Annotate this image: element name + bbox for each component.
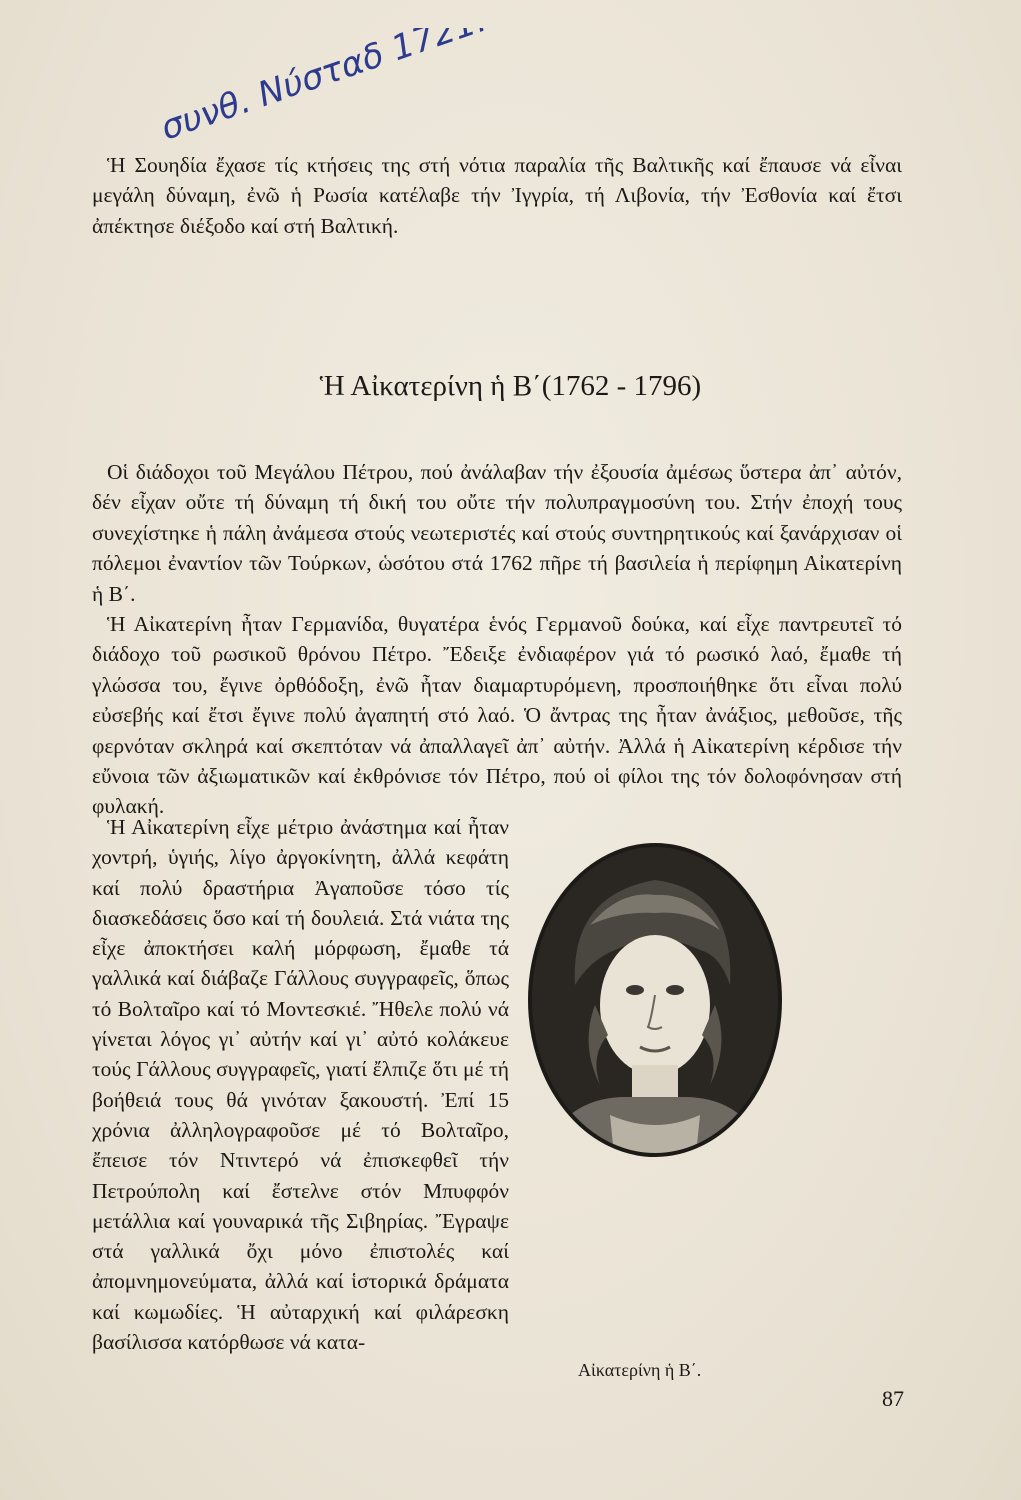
portrait-engraving [520, 835, 790, 1155]
wrapped-text-column [92, 812, 509, 1357]
portrait-image [520, 835, 790, 1165]
handwritten-annotation [160, 28, 490, 148]
handwritten-annotation-drawing [160, 28, 490, 148]
handwritten-note-text: συνθ. Νύσταδ 1721. [160, 28, 490, 148]
body-paragraph-2: Ἡ Αἰκατερίνη ἦταν Γερμανίδα, θυγατέρα ἑνός Γερμανοῦ δούκα, καί εἶχε παντρευτεῖ τό διάδοχο τοῦ ρωσικοῦ θρόνου Πέτρο. Ἔδειξε ἐνδιαφέρον γιά τό ρωσικό λαό, ἔμαθε τή γλώσσα του, ἔγινε ὀρθόδοξη, ἐνῶ ἦταν διαμαρτυρόμενη, προσποιήθηκε ὅτι εἶναι πολύ εὐσεβής καί ἔτσι ἔγινε πολύ ἀγαπητή στό λαό. Ὁ ἄντρας της ἦταν ἀνάξιος, μεθοῦσε, τῆς φερνόταν σκληρά καί σκεπτόταν νά ἀπαλλαγεῖ ἀπ᾽ αὐτήν. Ἀλλά ἡ Αἰκατερίνη κέρδισε τήν εὔνοια τῶν ἀξιωματικῶν καί ἐκθρόνισε τόν Πέτρο, πού οἱ φίλοι της τόν δολοφόνησαν στή φυλακή. [92, 612, 902, 819]
intro-text-block [92, 150, 902, 241]
main-text-block [92, 457, 902, 822]
body-paragraph-1: Οἱ διάδοχοι τοῦ Μεγάλου Πέτρου, πού ἀνάλαβαν τήν ἐξουσία ἀμέσως ὕστερα ἀπ᾽ αὐτόν, δέν εἶχαν οὔτε τή δύναμη τή δική του οὔτε τήν πολυπραγμοσύνη του. Στήν ἐποχή τους συνεχίστηκε ἡ πάλη ἀνάμεσα στούς νεωτεριστές καί στούς συντηρητικούς καί ξανάρχισαν οἱ πόλεμοι ἐναντίον τῶν Τούρκων, ὡσότου στά 1762 πῆρε τή βασιλεία ἡ περίφημη Αἰκατερίνη ἡ Β΄. [92, 460, 902, 606]
body-paragraph-3: Ἡ Αἰκατερίνη εἶχε μέτριο ἀνάστημα καί ἦταν χοντρή, ὑγιής, λίγο ἀργοκίνητη, ἀλλά κεφάτη καί πολύ δραστήρια Ἀγαποῦσε τόσο τίς διασκεδάσεις ὅσο καί τή δουλειά. Στά νιάτα της εἶχε ἀποκτήσει καλή μόρφωση, ἔμαθε τά γαλλικά καί διάβαζε Γάλλους συγγραφεῖς, ὅπως τό Βολταῖρο καί τό Μοντεσκιέ. Ἤθελε πολύ νά γίνεται λόγος γι᾽ αὐτήν καί γι᾽ αὐτό κολάκευε τούς Γάλλους συγγραφεῖς, γιατί ἔλπιζε ὅτι μέ τή βοήθειά τους θά γινόταν ξακουστή. Ἐπί 15 χρόνια ἀλληλογραφοῦσε μέ τό Βολταῖρο, ἔπεισε τόν Ντιντερό νά ἐπισκεφθεῖ τήν Πετρούπολη καί ἔστελνε στόν Μπυφφόν μετάλλια καί γουναρικά τῆς Σιβηρίας. Ἔγραψε στά γαλλικά ὄχι μόνο ἐπιστολές καί ἀπομνημονεύματα, ἀλλά καί ἱστορικά δράματα καί κωμωδίες. Ἡ αὐταρχική καί φιλάρεσκη βασίλισσα κατόρθωσε νά κατα- [92, 815, 509, 1355]
intro-paragraph: Ἡ Σουηδία ἔχασε τίς κτήσεις της στή νότια παραλία τῆς Βαλτικῆς καί ἔπαυσε νά εἶναι μεγάλη δύναμη, ἐνῶ ἡ Ρωσία κατέλαβε τήν Ἰγγρία, τή Λιβονία, τήν Ἐσθονία καί ἔτσι ἀπέκτησε διέξοδο καί στή Βαλτική. [92, 153, 902, 238]
section-heading: Ἡ Αἰκατερίνη ἡ Β΄(1762 - 1796) [319, 370, 702, 402]
page-number: 87 [882, 1386, 904, 1411]
portrait-caption: Αἰκατερίνη ἡ Β΄. [578, 1360, 702, 1380]
